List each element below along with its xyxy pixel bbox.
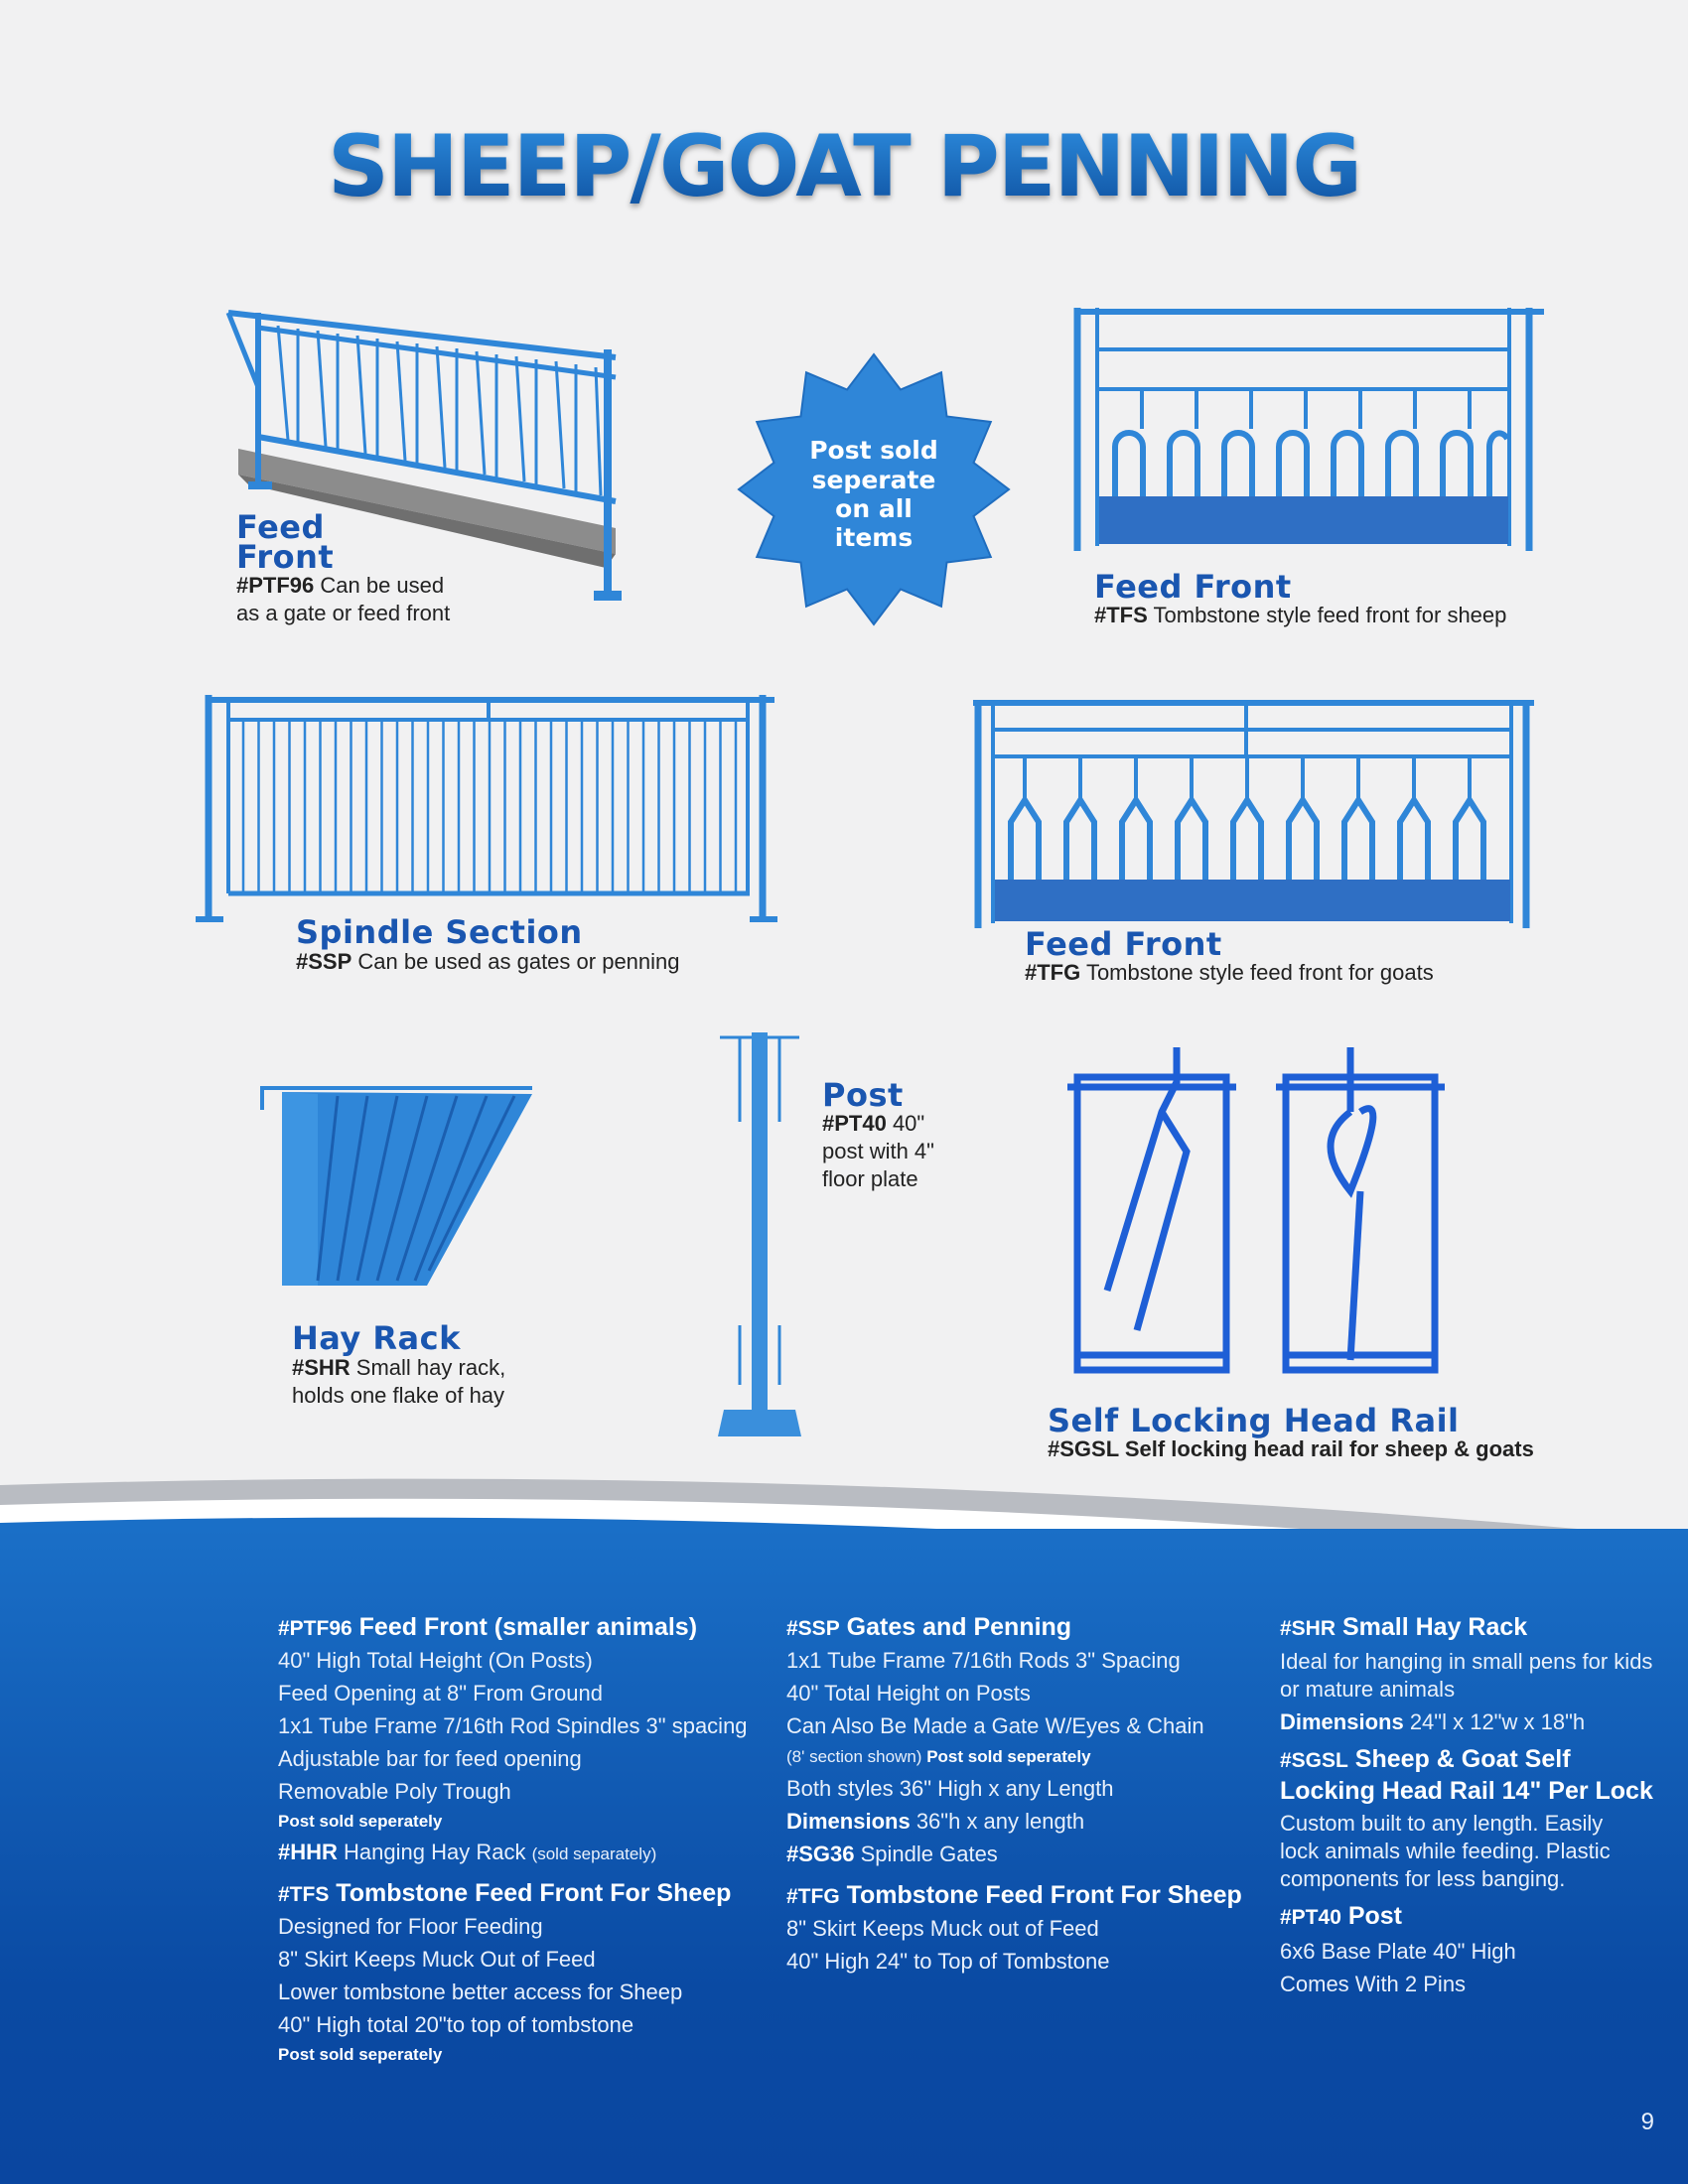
badge-line-2: seperate bbox=[811, 466, 936, 494]
ptf96-name bbox=[236, 508, 335, 576]
ssp-spec-line: Can Also Be Made a Gate W/Eyes & Chain bbox=[786, 1713, 1204, 1738]
shr-description bbox=[292, 1354, 505, 1410]
shr-spec-line: Ideal for hanging in small pens for kids bbox=[1280, 1649, 1653, 1674]
page-title: SHEEP/GOAT PENNING bbox=[0, 117, 1688, 216]
pt40-desc-line2: post with 4" bbox=[822, 1139, 934, 1163]
ptf96-description bbox=[236, 572, 450, 627]
pt40-spec-line: 6x6 Base Plate 40" High bbox=[1280, 1939, 1516, 1964]
pt40-spec-line: Comes With 2 Pins bbox=[1280, 1972, 1467, 1996]
hhr-spec-line: #HHR Hanging Hay Rack (sold separately) bbox=[278, 1840, 657, 1864]
sgsl-spec-line: Custom built to any length. Easily bbox=[1280, 1811, 1604, 1836]
specs-column-3 bbox=[1280, 1606, 1657, 2000]
ssp-code: #SSP bbox=[296, 949, 352, 974]
pt40-name: Post bbox=[822, 1076, 904, 1114]
ssp-dimensions: Dimensions 36"h x any length bbox=[786, 1809, 1085, 1834]
tfg-desc: Tombstone style feed front for goats bbox=[1080, 960, 1434, 985]
ssp-spec-line: 40" Total Height on Posts bbox=[786, 1681, 1031, 1706]
specs-column-2 bbox=[786, 1606, 1242, 1978]
sgsl-description: #SGSL Self locking head rail for sheep & goats bbox=[1048, 1436, 1534, 1461]
ptf96-desc-line2: as a gate or feed front bbox=[236, 601, 451, 625]
shr-hay-rack-image bbox=[258, 1082, 536, 1300]
shr-desc-line2: holds one flake of hay bbox=[292, 1383, 505, 1408]
ssp-desc: Can be used as gates or penning bbox=[352, 949, 680, 974]
ssp-section-note: (8' section shown) Post sold seperately bbox=[786, 1747, 1091, 1766]
tfs-spec-heading: #TFS Tombstone Feed Front For Sheep bbox=[278, 1879, 732, 1907]
tfs-description bbox=[1094, 602, 1506, 629]
ptf96-spec-line: Feed Opening at 8" From Ground bbox=[278, 1681, 603, 1706]
page-number: 9 bbox=[1640, 2109, 1654, 2135]
tfg-code: #TFG bbox=[1025, 960, 1081, 985]
ptf96-spec-line: 1x1 Tube Frame 7/16th Rod Spindles 3" spacing bbox=[278, 1713, 748, 1738]
shr-dimensions: Dimensions 24"l x 12"w x 18"h bbox=[1280, 1709, 1586, 1734]
tfg-description bbox=[1025, 959, 1434, 987]
tfg-spec-line: 40" High 24" to Top of Tombstone bbox=[786, 1949, 1110, 1974]
ssp-name: Spindle Section bbox=[296, 913, 583, 951]
tfg-feed-front-image bbox=[963, 695, 1549, 933]
sgsl-spec-line: lock animals while feeding. Plastic bbox=[1280, 1839, 1611, 1863]
ptf96-spec-line: Removable Poly Trough bbox=[278, 1779, 511, 1804]
sgsl-spec-heading: #SGSL Sheep & Goat Self Locking Head Rail 14" Per Lock bbox=[1280, 1745, 1653, 1805]
badge-line-3: on all bbox=[835, 494, 913, 523]
ptf96-desc-line1: Can be used bbox=[314, 573, 445, 598]
sg36-spec-line: #SG36 Spindle Gates bbox=[786, 1842, 998, 1866]
badge-line-1: Post sold bbox=[809, 436, 938, 465]
ssp-description bbox=[296, 948, 680, 976]
tfs-spec-line: Designed for Floor Feeding bbox=[278, 1914, 543, 1939]
tfg-name: Feed Front bbox=[1025, 925, 1222, 963]
tfs-feed-front-image bbox=[1067, 298, 1554, 556]
shr-desc-line1: Small hay rack, bbox=[350, 1355, 506, 1380]
tfs-code: #TFS bbox=[1094, 603, 1148, 627]
tfs-spec-line: 8" Skirt Keeps Muck Out of Feed bbox=[278, 1947, 596, 1972]
sgsl-spec-line: components for less banging. bbox=[1280, 1866, 1566, 1891]
pt40-description bbox=[822, 1110, 934, 1193]
ssp-spindle-section-image bbox=[194, 690, 789, 928]
ptf96-code: #PTF96 bbox=[236, 573, 315, 598]
pt40-desc-line1: 40" bbox=[886, 1111, 925, 1136]
tfs-post-note: Post sold seperately bbox=[278, 2045, 443, 2064]
ssp-both-styles: Both styles 36" High x any Length bbox=[786, 1776, 1114, 1801]
tfs-name: Feed Front bbox=[1094, 568, 1292, 606]
badge-line-4: items bbox=[834, 523, 914, 552]
tfs-spec-line: 40" High total 20"to top of tombstone bbox=[278, 2012, 634, 2037]
tfg-spec-line: 8" Skirt Keeps Muck out of Feed bbox=[786, 1916, 1099, 1941]
ssp-spec-heading: #SSP Gates and Penning bbox=[786, 1613, 1072, 1641]
ptf96-post-note: Post sold seperately bbox=[278, 1812, 443, 1831]
tfs-desc: Tombstone style feed front for sheep bbox=[1147, 603, 1507, 627]
ssp-spec-line: 1x1 Tube Frame 7/16th Rods 3" Spacing bbox=[786, 1648, 1181, 1673]
sgsl-name: Self Locking Head Rail bbox=[1048, 1402, 1460, 1439]
pt40-desc-line3: floor plate bbox=[822, 1166, 918, 1191]
shr-spec-line: or mature animals bbox=[1280, 1677, 1456, 1702]
shr-spec-heading: #SHR Small Hay Rack bbox=[1280, 1613, 1528, 1641]
shr-name: Hay Rack bbox=[292, 1319, 461, 1357]
ptf96-spec-line: 40" High Total Height (On Posts) bbox=[278, 1648, 593, 1673]
sgsl-head-rail-image bbox=[1067, 1042, 1445, 1385]
ptf96-spec-heading: #PTF96 Feed Front (smaller animals) bbox=[278, 1613, 698, 1641]
ptf96-spec-line: Adjustable bar for feed opening bbox=[278, 1746, 582, 1771]
pt40-code: #PT40 bbox=[822, 1111, 887, 1136]
shr-code: #SHR bbox=[292, 1355, 351, 1380]
post-sold-badge bbox=[737, 352, 1011, 626]
ptf96-name-line1: Feed bbox=[236, 508, 325, 546]
ptf96-name-line2: Front bbox=[236, 538, 335, 576]
pt40-post-image bbox=[710, 1027, 809, 1444]
tfs-spec-line: Lower tombstone better access for Sheep bbox=[278, 1979, 683, 2004]
specs-column-1 bbox=[278, 1606, 748, 2069]
pt40-spec-heading: #PT40 Post bbox=[1280, 1902, 1402, 1930]
tfg-spec-heading: #TFG Tombstone Feed Front For Sheep bbox=[786, 1881, 1242, 1909]
